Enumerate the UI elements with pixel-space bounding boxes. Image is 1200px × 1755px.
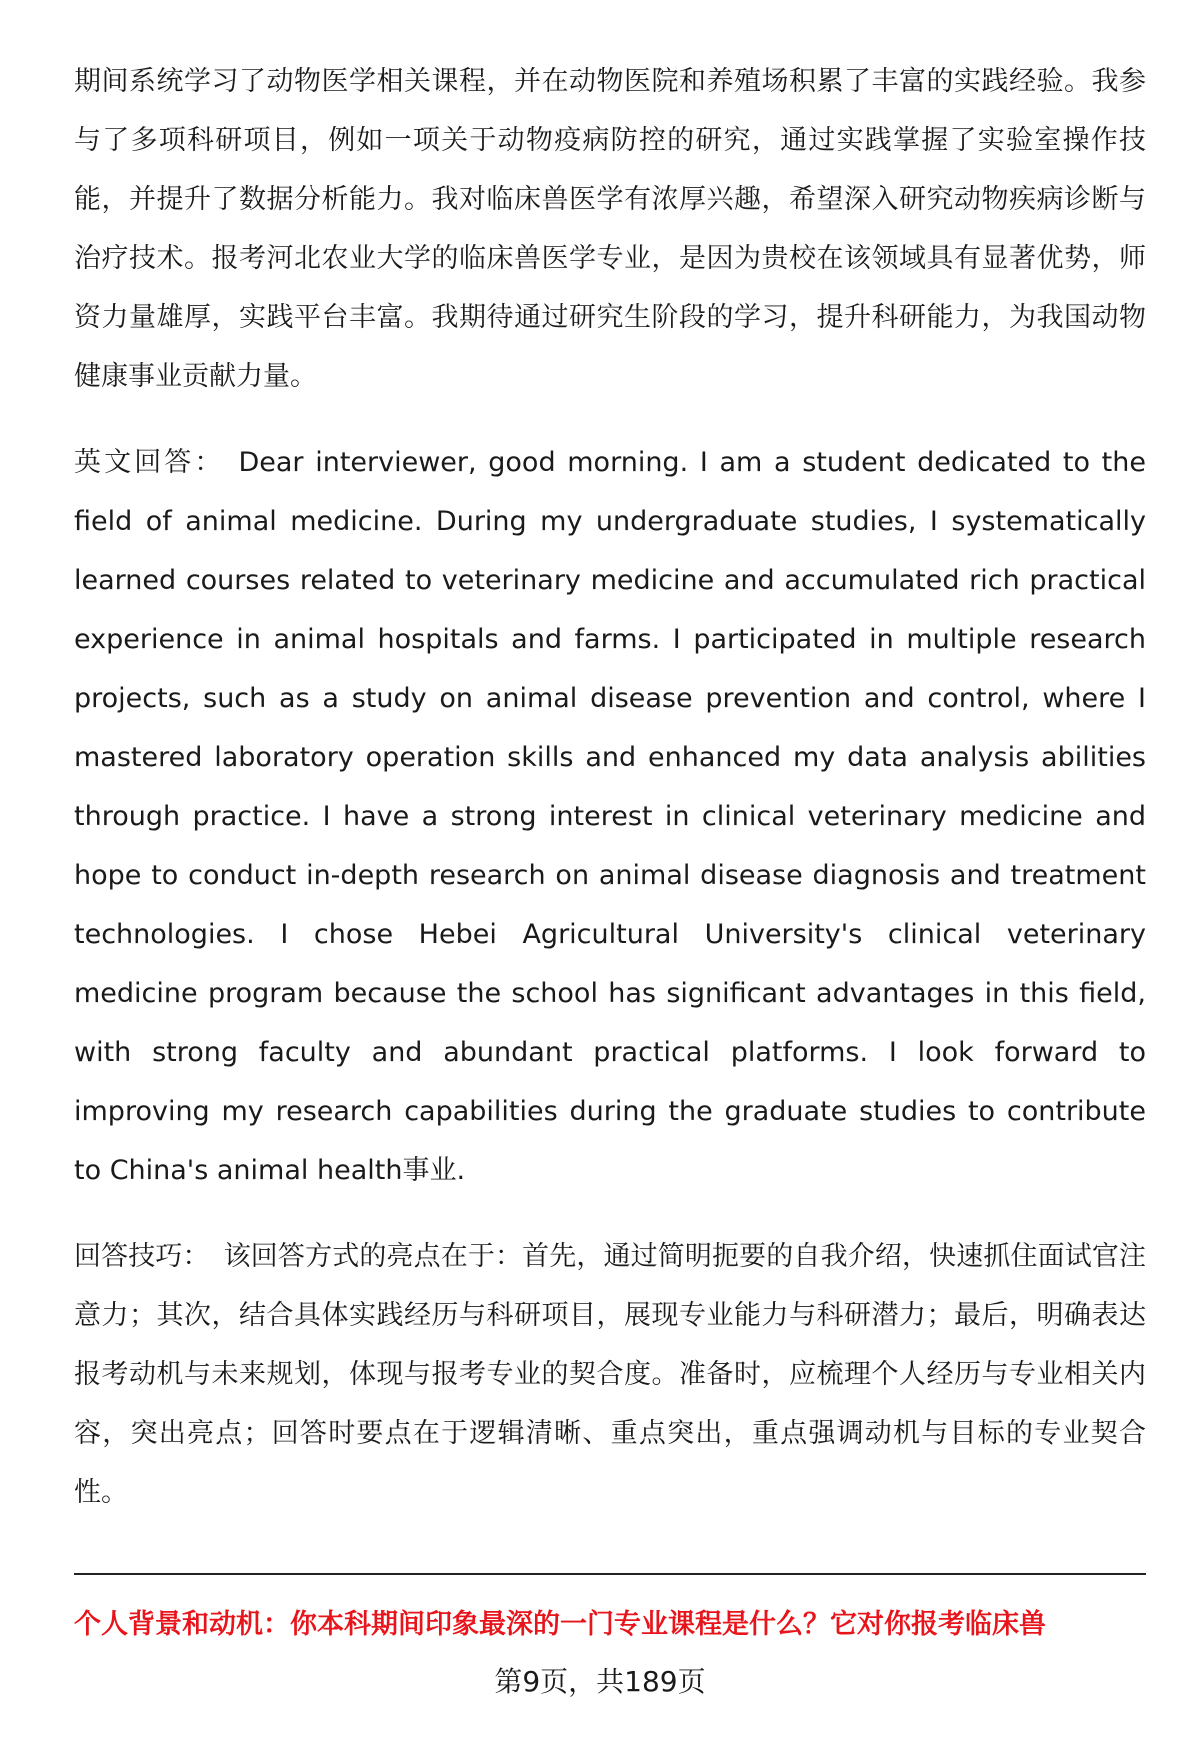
page-number: 第9页，共189页	[494, 1665, 706, 1698]
english-answer-paragraph	[74, 433, 1146, 1200]
tips-paragraph	[74, 1227, 1146, 1522]
next-question-heading: 个人背景和动机：你本科期间印象最深的一门专业课程是什么？它对你报考临床兽	[74, 1609, 1046, 1640]
section-divider	[74, 1573, 1146, 1575]
document-body	[74, 52, 1146, 1549]
english-answer-text: Dear interviewer, good morning. I am a student dedicated to the field of animal medicine. During my undergraduate studies, I systematically learned courses related to veterinary medicine and accumulated rich practical experience in animal hospitals and farms. I participated in multiple research projects, such as a study on animal disease prevention and control, where I mastered laboratory operation skills and enhanced my data analysis abilities through practice. I have a strong interest in clinical veterinary medicine and hope to conduct in-depth research on animal disease diagnosis and treatment technologies. I chose Hebei Agricultural University's clinical veterinary medicine program because the school has significant advantages in this field, with strong faculty and abundant practical platforms. I look forward to improving my research capabilities during the graduate studies to contribute to China's animal health事业.	[74, 447, 1146, 1186]
tips-label: 回答技巧：	[74, 1241, 210, 1272]
english-answer-label: 英文回答：	[74, 447, 225, 478]
chinese-answer-paragraph: 期间系统学习了动物医学相关课程，并在动物医院和养殖场积累了丰富的实践经验。我参与了多项科研项目，例如一项关于动物疫病防控的研究，通过实践掌握了实验室操作技能，并提升了数据分析能力。我对临床兽医学有浓厚兴趣，希望深入研究动物疾病诊断与治疗技术。报考河北农业大学的临床兽医学专业，是因为贵校在该领域具有显著优势，师资力量雄厚，实践平台丰富。我期待通过研究生阶段的学习，提升科研能力，为我国动物健康事业贡献力量。	[74, 66, 1146, 392]
tips-text: 该回答方式的亮点在于：首先，通过简明扼要的自我介绍，快速抓住面试官注意力；其次，结合具体实践经历与科研项目，展现专业能力与科研潜力；最后，明确表达报考动机与未来规划，体现与报考专业的契合度。准备时，应梳理个人经历与专业相关内容，突出亮点；回答时要点在于逻辑清晰、重点突出，重点强调动机与目标的专业契合性。	[74, 1241, 1147, 1508]
